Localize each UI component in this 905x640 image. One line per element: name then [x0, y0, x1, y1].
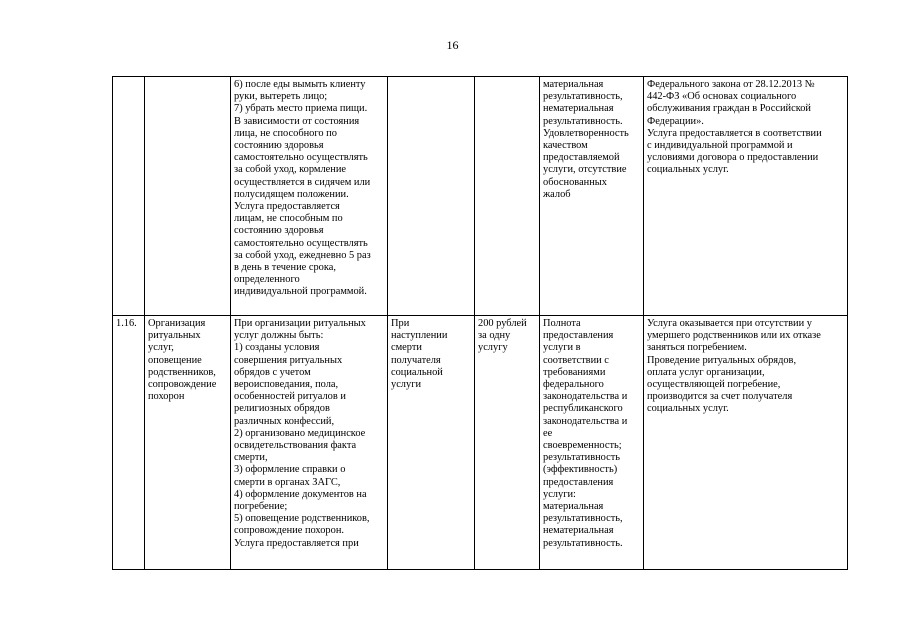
services-table: [112, 76, 848, 570]
cell-number: [113, 77, 145, 316]
cell-service-cost: [475, 77, 540, 316]
cell-service-standard: При организации ритуальных услуг должны быть: 1) созданы условия совершения ритуальных обрядов с учетом вероисповедания, пола, особенностей ритуалов и религиозных обрядов различных конфессий, 2) организовано медицинское освидетельствования факта смерти, 3) оформление справки о смерти в органах ЗАГС, 4) оформление документов на погребение; 5) оповещение родственников, сопровождение похорон. Услуга предоставляется при: [231, 316, 388, 570]
page-number: 16: [446, 38, 459, 52]
cell-quality-indicators: материальная результативность, нематериальная результативность. Удовлетворенность качеством предоставляемой услуги, отсутствие обоснованных жалоб: [540, 77, 644, 316]
cell-service-term: [388, 77, 475, 316]
table-row-continued: [113, 77, 848, 316]
cell-service-term: При наступлении смерти получателя социальной услуги: [388, 316, 475, 570]
cell-conditions: Федерального закона от 28.12.2013 № 442-ФЗ «Об основах социального обслуживания граждан в Российской Федерации». Услуга предоставляется в соответствии с индивидуальной программой и условиями договора о предоставлении социальных услуг.: [644, 77, 848, 316]
cell-quality-indicators: Полнота предоставления услуги в соответствии с требованиями федерального законодательства и республиканского законодательства и ее своевременность; результативность (эффективность) предоставления услуги: материальная результативность, нематериальная результативность.: [540, 316, 644, 570]
table-row-1-16: [113, 316, 848, 570]
cell-service-name: Организация ритуальных услуг, оповещение родственников, сопровождение похорон: [145, 316, 231, 570]
cell-service-standard: 6) после еды вымыть клиенту руки, вытереть лицо; 7) убрать место приема пищи. В зависимости от состояния лица, не способного по состоянию здоровья самостоятельно осуществлять за собой уход, кормление осуществляется в сидячем или полусидящем положении. Услуга предоставляется лицам, не способным по состоянию здоровья самостоятельно осуществлять за собой уход, ежедневно 5 раз в день в течение срока, определенного индивидуальной программой.: [231, 77, 388, 316]
cell-service-name: [145, 77, 231, 316]
cell-service-cost: 200 рублей за одну услугу: [475, 316, 540, 570]
cell-conditions: Услуга оказывается при отсутствии у умершего родственников или их отказе заняться погребением. Проведение ритуальных обрядов, оплата услуг организации, осуществляющей погребение, производится за счет получателя социальных услуг.: [644, 316, 848, 570]
cell-number: 1.16.: [113, 316, 145, 570]
